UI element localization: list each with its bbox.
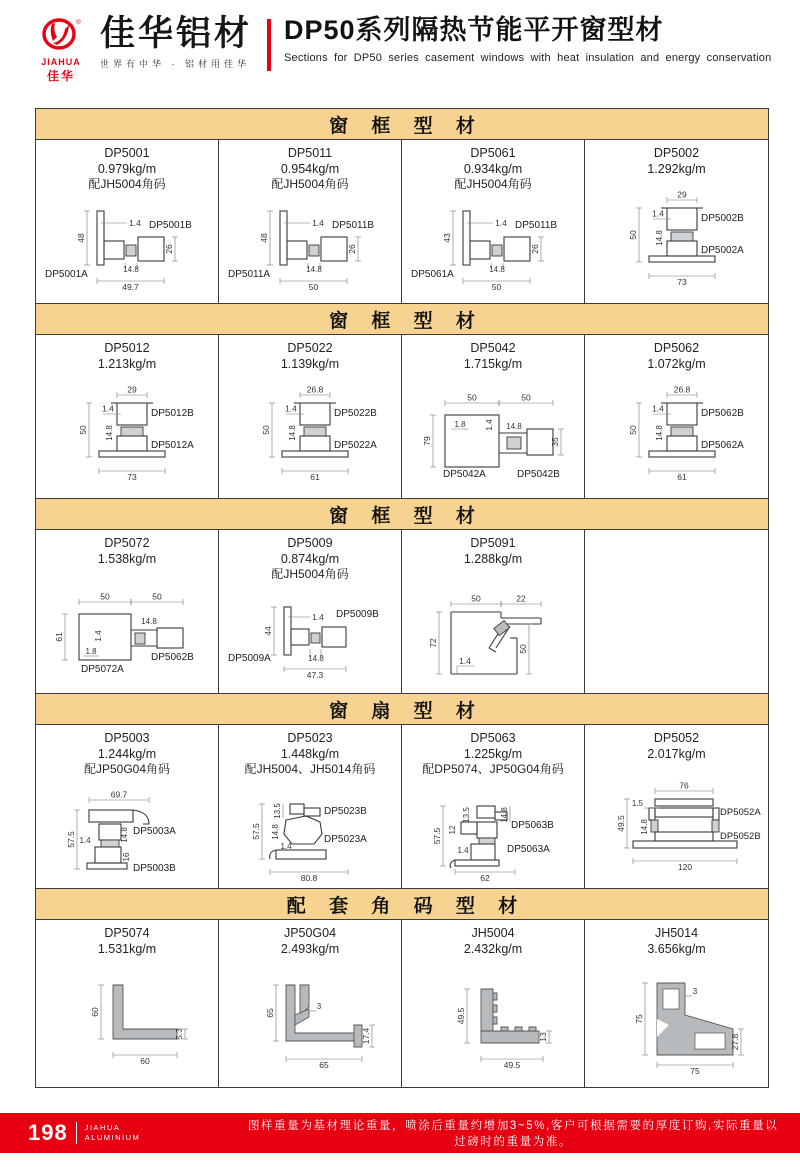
profile-cell-DP5074 (36, 920, 219, 1087)
profile-note: 配JH5004角码 (271, 567, 349, 582)
svg-text:14.8: 14.8 (271, 824, 280, 840)
profile-drawing (587, 177, 767, 302)
profile-cell-DP5011 (219, 140, 402, 303)
svg-text:DP5062B: DP5062B (700, 407, 744, 419)
logo-text-en: JIAHUA (41, 57, 81, 67)
svg-text:1.4: 1.4 (459, 655, 471, 666)
svg-text:13: 13 (538, 1031, 548, 1042)
profile-drawing (403, 567, 583, 692)
svg-text:50: 50 (491, 282, 502, 293)
profile-weight: 1.288kg/m (463, 551, 523, 566)
profile-cell-JP50G04 (219, 920, 402, 1087)
profile-weight: 1.072kg/m (647, 356, 706, 371)
svg-text:26.8: 26.8 (306, 384, 324, 395)
svg-text:14.8: 14.8 (306, 265, 322, 275)
svg-text:DP5023A: DP5023A (324, 834, 367, 846)
svg-text:1.5: 1.5 (631, 798, 643, 808)
svg-text:DP5063B: DP5063B (511, 820, 554, 832)
svg-text:1.4: 1.4 (312, 218, 324, 229)
svg-text:14.8: 14.8 (105, 424, 114, 441)
profile-weight: 0.934kg/m (463, 161, 523, 176)
svg-text:12: 12 (448, 825, 457, 835)
svg-text:14.8: 14.8 (489, 265, 505, 275)
svg-text:14.8: 14.8 (141, 616, 157, 626)
profile-code: DP5012 (104, 341, 150, 355)
profile-weight: 2.017kg/m (647, 746, 706, 761)
profile-section (36, 498, 768, 693)
svg-text:73: 73 (676, 276, 687, 287)
profile-code: DP5062 (653, 341, 700, 355)
svg-text:49.5: 49.5 (615, 814, 626, 832)
svg-text:72: 72 (428, 637, 438, 648)
page-subtitle: Sections for DP50 series casement windows with heat insulation and energy conservation (284, 51, 772, 64)
svg-text:14.8: 14.8 (639, 818, 649, 835)
svg-text:DP5062A: DP5062A (700, 439, 744, 451)
svg-text:16: 16 (122, 852, 131, 862)
svg-text:14.8: 14.8 (288, 424, 297, 441)
profile-drawing (587, 372, 767, 497)
svg-text:DP5003B: DP5003B (133, 863, 176, 875)
svg-text:50: 50 (100, 591, 110, 602)
profile-code: DP5061 (470, 146, 516, 160)
svg-text:1.4: 1.4 (495, 218, 507, 229)
svg-text:27.8: 27.8 (729, 1033, 740, 1050)
profile-weight: 1.538kg/m (97, 551, 157, 566)
profile-code: JH5004 (471, 926, 515, 940)
svg-text:1.4: 1.4 (485, 419, 494, 431)
svg-text:1.4: 1.4 (457, 846, 469, 856)
profile-cell-DP5091 (402, 530, 585, 693)
svg-text:50: 50 (518, 643, 528, 654)
svg-text:61: 61 (676, 471, 687, 482)
profile-section-drawing-icon (403, 197, 583, 297)
svg-text:61: 61 (310, 471, 320, 482)
svg-text:14.8: 14.8 (500, 807, 509, 823)
section-header: 窗 框 型 材 (36, 498, 768, 530)
svg-text:50: 50 (308, 282, 319, 293)
profile-cell-DP5072 (36, 530, 219, 693)
profile-weight: 1.531kg/m (97, 941, 157, 956)
svg-text:49.7: 49.7 (122, 282, 139, 293)
svg-text:48: 48 (76, 233, 86, 243)
profile-drawing (587, 762, 767, 887)
svg-text:76: 76 (678, 780, 689, 791)
svg-text:DP5042B: DP5042B (517, 468, 560, 480)
svg-text:50: 50 (152, 591, 162, 602)
profile-drawing (403, 192, 583, 302)
svg-text:®: ® (76, 19, 81, 26)
profile-section-drawing-icon (37, 963, 217, 1081)
svg-text:14.8: 14.8 (654, 424, 664, 441)
svg-text:DP5003A: DP5003A (133, 826, 176, 838)
profile-row (36, 140, 768, 303)
profile-weight: 1.715kg/m (463, 356, 523, 371)
svg-text:14.8: 14.8 (506, 421, 522, 431)
profile-cell-DP5061 (402, 140, 585, 303)
profile-code: DP5074 (104, 926, 150, 940)
svg-text:DP5009A: DP5009A (228, 653, 271, 665)
svg-text:DP5042A: DP5042A (443, 468, 486, 480)
profile-cell-DP5052 (585, 725, 768, 888)
svg-text:13.5: 13.5 (273, 803, 282, 819)
svg-text:14.8: 14.8 (654, 229, 664, 246)
svg-text:DP5072A: DP5072A (81, 663, 124, 675)
profile-weight: 1.244kg/m (97, 746, 157, 761)
profile-cell-DP5001 (36, 140, 219, 303)
profile-section (36, 109, 768, 303)
svg-text:61: 61 (54, 631, 64, 642)
svg-text:DP5011B: DP5011B (332, 220, 375, 232)
profile-code: DP5091 (470, 536, 516, 550)
profile-code: DP5001 (104, 146, 150, 160)
profile-weight: 2.493kg/m (280, 941, 340, 956)
svg-text:1.4: 1.4 (285, 403, 297, 414)
svg-text:26: 26 (530, 244, 540, 254)
svg-text:1.4: 1.4 (651, 403, 664, 414)
profile-section (36, 693, 768, 888)
profile-section-drawing-icon (220, 587, 400, 687)
brand-block (100, 16, 252, 70)
profile-section-drawing-icon (587, 963, 767, 1081)
svg-text:1.4: 1.4 (312, 612, 324, 623)
svg-text:5.3: 5.3 (174, 1027, 184, 1040)
profile-section-drawing-icon (403, 385, 583, 485)
page-title: DP50系列隔热节能平开窗型材 (284, 15, 664, 45)
profile-cell-DP5023 (219, 725, 402, 888)
profile-section-drawing-icon (587, 385, 767, 485)
svg-text:49.5: 49.5 (503, 1059, 521, 1070)
brand-logo (28, 16, 94, 84)
profile-code: DP5011 (287, 146, 333, 160)
profile-section-drawing-icon (403, 782, 583, 882)
profile-weight: 1.139kg/m (280, 356, 340, 371)
profile-section-drawing-icon (37, 385, 217, 485)
profile-section-drawing-icon (37, 197, 217, 297)
svg-text:62: 62 (480, 873, 490, 883)
profile-drawing (37, 957, 217, 1086)
profile-code: DP5022 (287, 341, 333, 355)
svg-text:79: 79 (422, 435, 432, 446)
svg-text:80.8: 80.8 (300, 873, 318, 883)
svg-text:69.7: 69.7 (110, 789, 128, 800)
profile-code: DP5072 (104, 536, 150, 550)
svg-text:3: 3 (316, 1001, 322, 1011)
svg-text:50: 50 (627, 424, 638, 435)
svg-text:65: 65 (265, 1007, 275, 1018)
svg-text:DP5009B: DP5009B (336, 609, 379, 621)
svg-text:50: 50 (627, 229, 638, 240)
svg-text:26: 26 (347, 244, 357, 254)
profile-drawing (220, 957, 400, 1086)
svg-text:50: 50 (261, 424, 271, 435)
svg-text:DP5002B: DP5002B (700, 212, 744, 224)
profile-code: DP5052 (653, 731, 700, 745)
svg-text:65: 65 (319, 1059, 329, 1070)
svg-text:26.8: 26.8 (673, 384, 690, 395)
svg-text:DP5022A: DP5022A (334, 439, 377, 451)
svg-text:14.8: 14.8 (120, 827, 129, 843)
svg-text:DP5061A: DP5061A (411, 269, 454, 281)
profile-code: DP5003 (104, 731, 150, 745)
svg-text:1.4: 1.4 (94, 630, 103, 642)
profile-code: JH5014 (654, 926, 699, 940)
svg-text:50: 50 (78, 424, 88, 435)
svg-text:DP5063A: DP5063A (507, 844, 550, 856)
svg-text:13.5: 13.5 (462, 807, 471, 823)
svg-text:44: 44 (263, 626, 273, 636)
profile-note: 配JH5004、JH5014角码 (244, 762, 376, 777)
svg-text:35: 35 (550, 436, 560, 447)
svg-text:22: 22 (516, 593, 526, 604)
svg-text:29: 29 (676, 189, 687, 200)
section-header: 窗 扇 型 材 (36, 693, 768, 725)
svg-text:50: 50 (467, 392, 477, 403)
profile-drawing (403, 372, 583, 497)
profile-code: DP5063 (470, 731, 516, 745)
svg-text:DP5062B: DP5062B (151, 651, 194, 663)
svg-text:75: 75 (689, 1065, 700, 1076)
profile-table (35, 108, 769, 1088)
svg-text:1.8: 1.8 (85, 646, 97, 656)
profile-code: DP5002 (653, 146, 700, 160)
svg-text:57.5: 57.5 (251, 823, 261, 840)
profile-section-drawing-icon (403, 963, 583, 1081)
footer-brand-line1: JIAHUA (84, 1122, 121, 1132)
svg-text:60: 60 (140, 1055, 150, 1066)
brand-name: 佳华铝材 (100, 14, 253, 53)
section-header: 窗 框 型 材 (36, 109, 768, 140)
profile-section-drawing-icon (220, 385, 400, 485)
svg-text:3: 3 (692, 986, 697, 996)
svg-text:14.8: 14.8 (123, 265, 139, 275)
svg-text:1.4: 1.4 (651, 208, 664, 219)
svg-text:60: 60 (90, 1006, 100, 1017)
svg-text:26: 26 (164, 244, 174, 254)
profile-code: DP5023 (287, 731, 333, 745)
profile-weight: 1.225kg/m (463, 746, 523, 761)
footer-brand-line2: ALUMINIUM (84, 1133, 141, 1142)
svg-text:1.4: 1.4 (280, 842, 292, 852)
svg-text:DP5023B: DP5023B (324, 806, 367, 818)
svg-text:29: 29 (127, 384, 137, 395)
profile-drawing (37, 777, 217, 887)
profile-weight: 2.432kg/m (463, 941, 523, 956)
profile-weight: 0.979kg/m (97, 161, 157, 176)
footer-divider (76, 1122, 77, 1144)
svg-text:57.5: 57.5 (66, 831, 76, 848)
logo-text-cn: 佳华 (46, 69, 75, 83)
profile-row (36, 725, 768, 888)
svg-text:DP5012A: DP5012A (151, 439, 194, 451)
profile-weight: 1.292kg/m (647, 161, 706, 176)
svg-text:57.5: 57.5 (432, 827, 442, 845)
svg-text:49.5: 49.5 (456, 1007, 466, 1024)
svg-text:73: 73 (127, 471, 137, 482)
profile-drawing (220, 372, 400, 497)
profile-weight: 3.656kg/m (647, 941, 706, 956)
header-divider (267, 19, 271, 71)
profile-weight: 1.213kg/m (97, 356, 157, 371)
profile-drawing (37, 567, 217, 692)
svg-text:1.4: 1.4 (79, 836, 91, 846)
profile-note: 配JH5004角码 (271, 177, 349, 192)
section-header: 窗 框 型 材 (36, 303, 768, 335)
page-header (28, 16, 771, 84)
profile-drawing (220, 777, 400, 887)
svg-text:DP5001A: DP5001A (45, 269, 88, 281)
page-number: 198 (28, 1120, 68, 1145)
profile-row (36, 335, 768, 498)
profile-drawing (403, 957, 583, 1086)
svg-text:50: 50 (521, 392, 531, 403)
profile-drawing (403, 777, 583, 887)
svg-text:1.4: 1.4 (129, 218, 141, 229)
profile-drawing (220, 192, 400, 302)
svg-text:DP5052B: DP5052B (719, 830, 761, 842)
svg-text:48: 48 (259, 233, 269, 243)
profile-drawing (220, 582, 400, 692)
profile-section-drawing-icon (220, 963, 400, 1081)
svg-text:DP5001B: DP5001B (149, 220, 192, 232)
profile-drawing (37, 192, 217, 302)
profile-weight: 0.874kg/m (280, 551, 340, 566)
svg-text:75: 75 (633, 1013, 644, 1024)
title-block (284, 16, 771, 64)
svg-text:50: 50 (471, 593, 481, 604)
page-footer (0, 1113, 800, 1153)
svg-text:1.4: 1.4 (102, 403, 114, 414)
svg-text:17.4: 17.4 (361, 1027, 371, 1044)
profile-cell-JH5014 (585, 920, 768, 1087)
profile-note: 配DP5074、JP50G04角码 (422, 762, 564, 777)
profile-cell-JH5004 (402, 920, 585, 1087)
profile-cell-DP5002 (585, 140, 768, 303)
profile-cell-DP5022 (219, 335, 402, 498)
svg-text:DP5011A: DP5011A (228, 269, 271, 281)
profile-section-drawing-icon (587, 775, 767, 875)
profile-cell-DP5012 (36, 335, 219, 498)
svg-text:DP5012B: DP5012B (151, 407, 194, 419)
profile-section-drawing-icon (37, 580, 217, 680)
profile-note: 配JH5004角码 (454, 177, 532, 192)
profile-section-drawing-icon (403, 580, 583, 680)
svg-text:DP5011B: DP5011B (515, 220, 558, 232)
jiahua-logo-icon (38, 16, 84, 54)
profile-drawing (37, 372, 217, 497)
svg-text:14.8: 14.8 (308, 654, 324, 664)
profile-cell-empty (585, 530, 768, 693)
svg-text:120: 120 (677, 861, 692, 872)
brand-tagline: 世界有中华 · 铝材用佳华 (100, 58, 250, 69)
profile-cell-DP5062 (585, 335, 768, 498)
svg-text:47.3: 47.3 (306, 670, 324, 681)
footer-note: 图样重量为基材理论重量，喷涂后重量约增加3~5%,客户可根据需要的厚度订购,实际重量以过磅时的重量为准。 (247, 1120, 779, 1148)
svg-text:43: 43 (442, 233, 452, 243)
profile-section-drawing-icon (220, 782, 400, 882)
profile-weight: 1.448kg/m (280, 746, 340, 761)
profile-cell-DP5009 (219, 530, 402, 693)
profile-row (36, 530, 768, 693)
profile-cell-DP5042 (402, 335, 585, 498)
footer-brand (85, 1123, 141, 1143)
svg-text:DP5022B: DP5022B (334, 407, 377, 419)
profile-code: JP50G04 (283, 926, 337, 940)
profile-section (36, 303, 768, 498)
svg-text:1.8: 1.8 (454, 419, 466, 429)
profile-weight: 0.954kg/m (280, 161, 340, 176)
svg-text:DP5002A: DP5002A (700, 244, 744, 256)
profile-drawing (587, 957, 767, 1086)
profile-cell-DP5003 (36, 725, 219, 888)
profile-section-drawing-icon (587, 190, 767, 290)
profile-code: DP5042 (470, 341, 516, 355)
svg-text:DP5052A: DP5052A (719, 806, 761, 818)
profile-code: DP5009 (287, 536, 333, 550)
profile-section-drawing-icon (220, 197, 400, 297)
section-header: 配 套 角 码 型 材 (36, 888, 768, 920)
profile-cell-DP5063 (402, 725, 585, 888)
profile-note: 配JP50G04角码 (83, 762, 171, 777)
profile-note: 配JH5004角码 (88, 177, 166, 192)
profile-section-drawing-icon (37, 782, 217, 882)
profile-row (36, 920, 768, 1087)
profile-section (36, 888, 768, 1087)
